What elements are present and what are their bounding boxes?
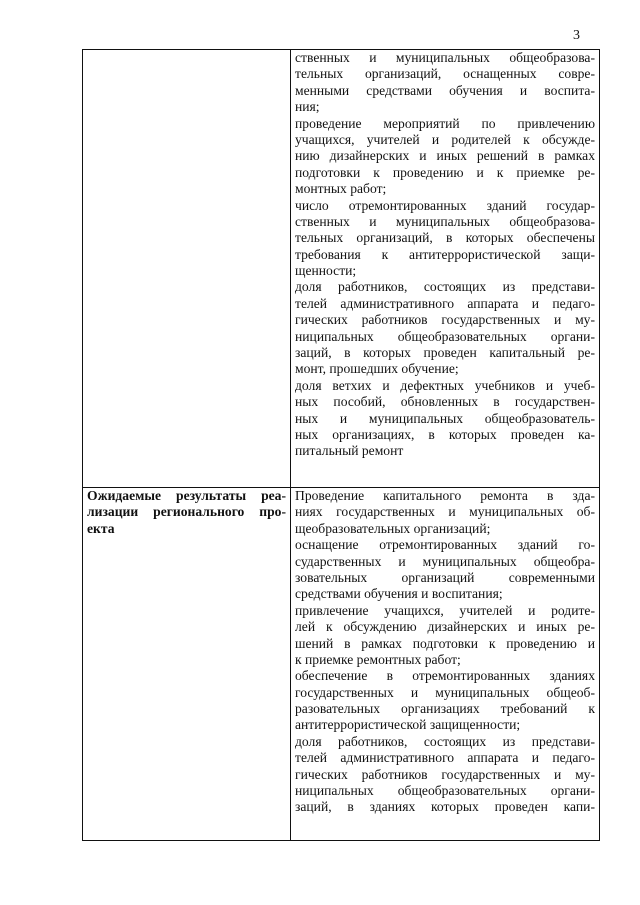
text-line: государственных и муниципальных общеоб-: [295, 684, 595, 700]
text-line: ниципальных общеобразовательных органи-: [295, 328, 595, 344]
row1-right-cell: [291, 50, 600, 488]
text-line: антитеррористической защищенности;: [295, 717, 521, 733]
text-line: тельных организаций, в которых обеспечены: [295, 230, 595, 246]
text-line: обеспечение в отремонтированных зданиях: [295, 668, 595, 684]
text-line: доля ветхих и дефектных учебников и учеб-: [295, 377, 595, 393]
text-line: сударственных и муниципальных общеобра-: [295, 553, 595, 569]
table-row: [83, 50, 600, 488]
row2-heading-cell: [83, 488, 291, 841]
text-line: учащихся, учителей и родителей к обсужде-: [295, 131, 595, 147]
text-line: ных и муниципальных общеобразователь-: [295, 410, 595, 426]
row2-right-cell: [291, 488, 600, 841]
text-line: ниях государственных и муниципальных об-: [295, 504, 595, 520]
text-line: привлечение учащихся, учителей и родите-: [295, 602, 595, 618]
text-line: требования к антитеррористической защи-: [295, 246, 595, 262]
text-line: средствами обучения и воспитания;: [295, 586, 503, 602]
text-line: гических работников государственных и му-: [295, 312, 595, 328]
text-line: подготовки к проведению и к приемке ре-: [295, 164, 595, 180]
page-number: 3: [573, 28, 580, 43]
row1-left-cell: [83, 50, 291, 488]
document-table: [82, 49, 600, 841]
text-line: шений в рамках подготовки к проведению и: [295, 635, 595, 651]
text-line: ных пособий, обновленных в государствен-: [295, 394, 595, 410]
text-line: ных организациях, в которых проведен ка-: [295, 426, 595, 442]
text-line: менными средствами обучения и воспита-: [295, 82, 595, 98]
text-line: монтных работ;: [295, 181, 387, 197]
text-line: гических работников государственных и му-: [295, 766, 595, 782]
text-line: лизации регионального про-: [87, 504, 286, 520]
text-line: ния;: [295, 99, 320, 115]
text-line: нию дизайнерских и иных решений в рамках: [295, 148, 595, 164]
text-line: щенности;: [295, 263, 357, 279]
text-line: проведение мероприятий по привлечению: [295, 115, 595, 131]
text-line: телей административного аппарата и педаго-: [295, 295, 595, 311]
text-line: лей к обсуждению дизайнерских и иных ре-: [295, 619, 595, 635]
text-line: ниципальных общеобразовательных органи-: [295, 783, 595, 799]
text-line: ственных и муниципальных общеобразова-: [295, 213, 595, 229]
text-line: ственных и муниципальных общеобразова-: [295, 50, 595, 65]
text-line: питальный ремонт: [295, 443, 404, 459]
text-line: щеобразовательных организаций;: [295, 520, 491, 536]
text-line: оснащение отремонтированных зданий го-: [295, 537, 595, 553]
text-line: зовательных организаций современными: [295, 569, 595, 585]
text-line: екта: [87, 520, 115, 536]
text-line: тельных организаций, оснащенных совре-: [295, 66, 595, 82]
text-line: разовательных организациях требований к: [295, 701, 595, 717]
text-line: число отремонтированных зданий государ-: [295, 197, 595, 213]
table-row: [83, 488, 600, 841]
text-line: доля работников, состоящих из представи-: [295, 733, 595, 749]
text-line: заций, в зданиях которых проведен капи-: [295, 799, 595, 815]
text-line: заций, в которых проведен капитальный ре-: [295, 345, 595, 361]
text-line: монт, прошедших обучение;: [295, 361, 459, 377]
text-line: телей административного аппарата и педаго-: [295, 750, 595, 766]
text-line: Проведение капитального ремонта в зда-: [295, 488, 595, 503]
text-line: доля работников, состоящих из представи-: [295, 279, 595, 295]
text-line: Ожидаемые результаты реа-: [87, 488, 286, 503]
text-line: к приемке ремонтных работ;: [295, 651, 461, 667]
